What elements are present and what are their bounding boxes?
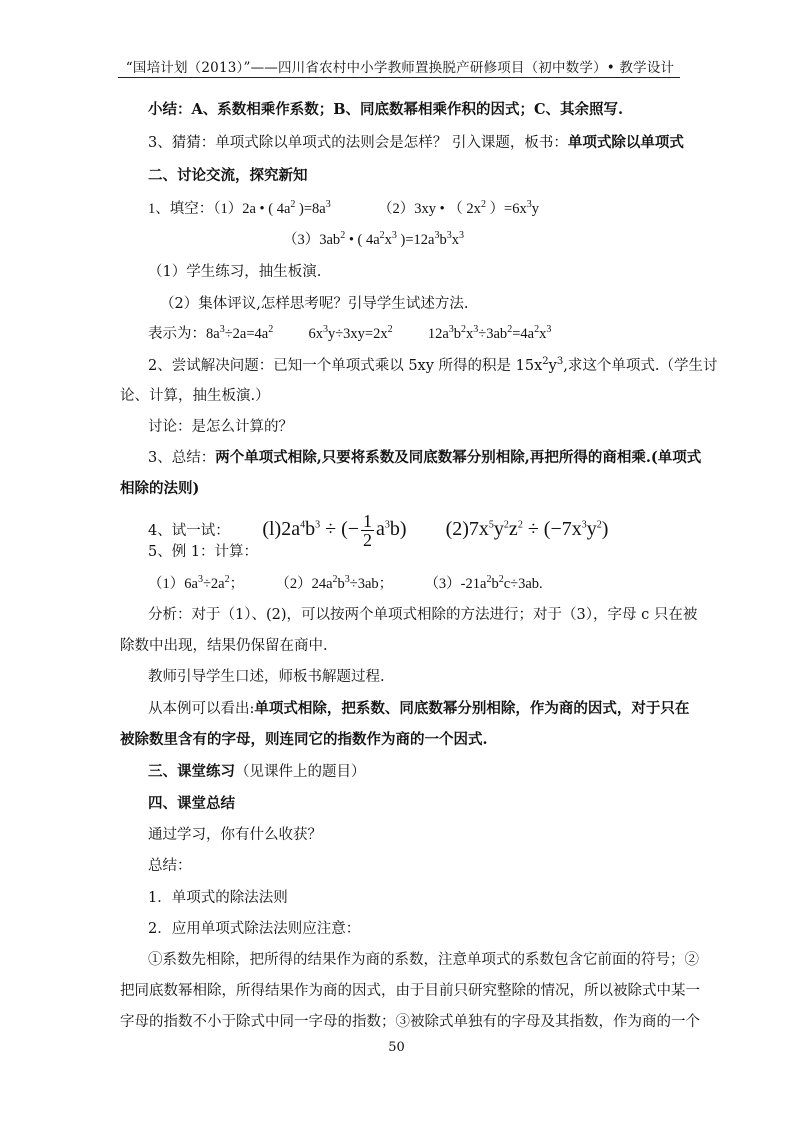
summary-item-1: 1．单项式的除法法则	[148, 890, 288, 906]
teacher-guide-line: 教师引导学生口述，师板书解题过程.	[148, 669, 385, 685]
fraction-one-half: $\frac{1}{2}$	[363, 511, 373, 550]
try-solve-line-cont: 论、计算，抽生板演.）	[120, 388, 270, 404]
try-solve-line: 2、尝试解决问题：已知一个单项式乘以 5xy 所得的积是 $15x^2y^3$,求这个单项式.（学生讨	[148, 356, 718, 374]
harvest-question: 通过学习，你有什么收获？	[148, 827, 322, 843]
conclusion-line-cont: 被除数里含有的字母，则连同它的指数作为商的一个因式.	[120, 731, 488, 748]
section-4-heading: 四、课堂总结	[148, 795, 235, 812]
example-heading: 5、例 1：计算：	[148, 544, 259, 560]
analysis-line: 分析：对于（1）、(2)，可以按两个单项式相除的方法进行；对于（3），字母 c 只在被	[148, 607, 698, 623]
analysis-line-cont: 除数中出现，结果仍保留在商中.	[120, 638, 328, 654]
conclusion-line: 从本例可以看出:单项式相除，把系数、同底数幂分别相除，作为商的因式，对于只在	[148, 700, 690, 717]
rule-summary-line: 3、总结：两个单项式相除,只要将系数及同底数幂分别相除,再把所得的商相乘.(单项式	[148, 449, 702, 466]
rule-summary-line-cont: 相除的法则)	[120, 480, 200, 497]
section-3-heading: 三、课堂练习（见课件上的题目）	[148, 763, 366, 780]
fill-blank-line-1: 1、填空：（1）2a • ( $4a^2$ )$=8a^3$ （2）3xy • （ $2x^2$ ）$=6x^3y$	[148, 199, 539, 217]
note-line-1: ①系数先相除，把所得的结果作为商的系数，注意单项式的系数包含它前面的符号；②	[148, 952, 699, 968]
page-header: “国培计划（2013）”——四川省农村中小学教师置换脱产研修项目（初中数学）• 教学设计	[125, 60, 675, 76]
fill-blank-line-2: $(3)3ab^2$ • ( $4a^2x^3$ )$=12a^3b^3x^3$	[283, 230, 464, 248]
header-divider	[118, 77, 680, 78]
try-it-line: 4、试一试： $(l)2a^4b^3$ ÷ (− $\frac{1}{2}$ $a^3b$) $(2)7x^5y^2z^2 \div (-7x^3y^2)$	[148, 511, 609, 550]
group-review: （2）集体评议,怎样思考呢？引导学生试述方法.	[160, 296, 469, 312]
expression-line: 表示为：$8a^3\div 2a=4a^2$ $6x^3y\div 3xy=2x^2$ $12a^3b^2x^3\div 3ab^2=4a^2x^3$	[148, 324, 552, 342]
page-number: 50	[388, 1040, 405, 1055]
section-2-heading: 二、讨论交流，探究新知	[148, 167, 308, 184]
example-problems: $(1)6a^3\div 2a^2$； $(2)24a^2b^3\div 3ab$； $(3)-21a^2b^2c\div 3ab$.	[148, 574, 543, 592]
note-line-3: 字母的指数不小于除式中同一字母的指数；③被除式单独有的字母及其指数，作为商的一个	[120, 1014, 700, 1030]
summary-line: 小结：A、系数相乘作系数；B、同底数幂相乘作积的因式；C、其余照写.	[148, 101, 624, 118]
summary-item-2: 2．应用单项式除法法则应注意：	[148, 921, 361, 937]
note-line-2: 把同底数幂相除，所得结果作为商的因式，由于目前只研究整除的情况，所以被除式中某一	[120, 983, 700, 999]
discussion-line: 讨论：是怎么计算的？	[148, 419, 293, 435]
guess-line: 3、猜猜：单项式除以单项式的法则会是怎样？ 引入课题，板书：单项式除以单项式	[148, 134, 684, 151]
summary-label: 总结：	[148, 858, 192, 874]
student-practice: （1）学生练习，抽生板演.	[148, 264, 322, 280]
